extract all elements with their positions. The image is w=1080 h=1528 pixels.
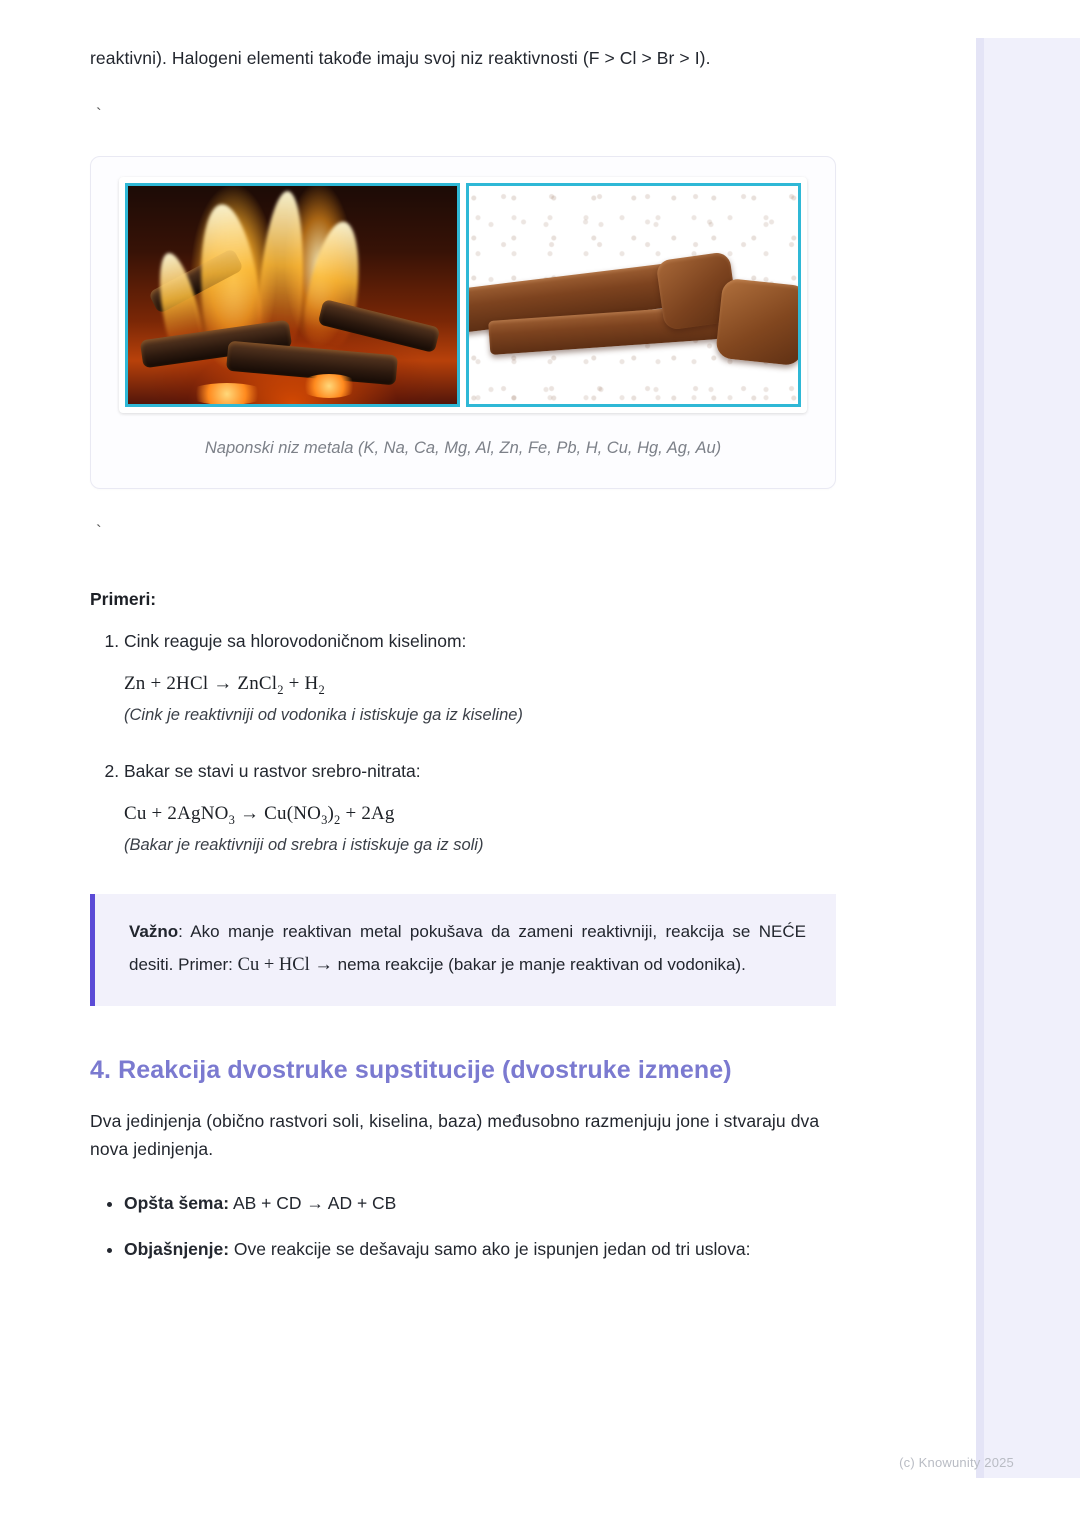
- list-item: [124, 758, 836, 858]
- example-formula: Zn + 2HCl → ZnCl$_2$ + $H_2$: [124, 673, 325, 698]
- callout-label: Važno: [129, 922, 179, 942]
- example-formula: Cu + 2AgNO$_3$ → $Cu(NO_3)_2 + 2Ag$: [124, 803, 395, 828]
- intro-paragraph: reaktivni). Halogeni elementi takođe imaju svoj niz reaktivnosti (F > Cl > Br > I).: [90, 48, 711, 68]
- bullet-label: Opšta šema:: [124, 1193, 230, 1214]
- callout-text-before: : Ako manje reaktivan metal pokušava da zameni reaktivniji, reakcija se NEĆE desiti. Primer:: [129, 922, 806, 974]
- page-edge-line: [976, 38, 984, 1478]
- callout-text-after: nema reakcije (bakar je manje reaktivan od vodonika).: [332, 954, 746, 974]
- example-text: Bakar se stavi u rastvor srebro-nitrata:: [124, 761, 421, 782]
- fire-illustration: [128, 186, 457, 404]
- figure-card: [90, 156, 836, 489]
- right-scroll-strip: [976, 0, 1080, 1528]
- callout-formula: Cu + HCl →: [237, 954, 333, 975]
- example-note: (Bakar je reaktivniji od srebra i istiskuje ga iz soli): [124, 835, 484, 854]
- example-text: Cink reaguje sa hlorovodoničnom kiselinom:: [124, 631, 467, 652]
- bolt-head: [715, 278, 801, 367]
- examples-list: [90, 628, 836, 858]
- section-paragraph: Dva jedinjenja (obično rastvori soli, kiselina, baza) međusobno razmenjuju jone i stvaraju dva nova jedinjenja.: [90, 1110, 820, 1160]
- examples-label: Primeri:: [90, 589, 157, 610]
- page-edge-band: [976, 38, 1080, 1478]
- list-item: [124, 1189, 836, 1217]
- section-heading: 4. Reakcija dvostruke supstitucije (dvostruke izmene): [90, 1055, 732, 1084]
- bullet-label: Objašnjenje:: [124, 1239, 230, 1260]
- ember-glow: [299, 374, 359, 398]
- important-callout: [90, 894, 836, 1006]
- stray-backtick-2: `: [96, 522, 102, 542]
- list-item: [124, 628, 836, 728]
- bullet-text: AB + CD → AD + CB: [229, 1193, 397, 1214]
- stray-backtick-1: `: [96, 105, 102, 125]
- rusty-bolts-photo: [466, 183, 801, 407]
- ember-glow: [187, 383, 267, 405]
- list-item: [124, 1235, 836, 1263]
- example-note: (Cink je reaktivniji od vodonika i istiskuje ga iz kiseline): [124, 705, 523, 724]
- bullet-text: Ove reakcije se dešavaju samo ako je ispunjen jedan od tri uslova:: [229, 1239, 751, 1260]
- burning-wood-fire-photo: [125, 183, 460, 407]
- figure-image-row: [119, 177, 807, 413]
- watermark: (c) Knowunity 2025: [899, 1455, 1014, 1470]
- rust-illustration: [469, 186, 798, 404]
- figure-caption: Naponski niz metala (K, Na, Ca, Mg, Al, Zn, Fe, Pb, H, Cu, Hg, Ag, Au): [204, 439, 722, 458]
- document-content: [90, 44, 836, 1281]
- section-bullet-list: [90, 1189, 836, 1263]
